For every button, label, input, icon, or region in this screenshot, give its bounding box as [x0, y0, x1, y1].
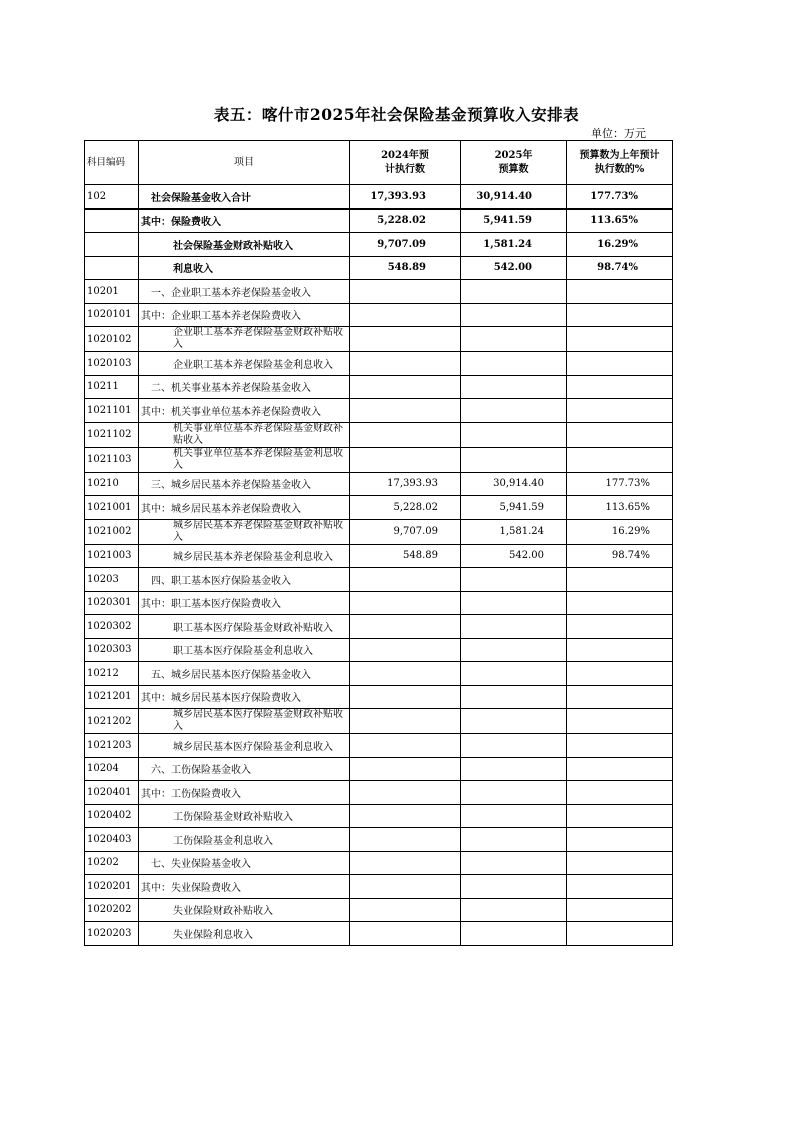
cell-item-name: 五、城乡居民基本医疗保险基金收入	[139, 662, 350, 686]
cell-2025-value	[461, 898, 567, 922]
cell-2025-value	[461, 757, 567, 781]
cell-2025-value	[461, 591, 567, 615]
table-row	[85, 734, 673, 758]
table-row	[85, 875, 673, 899]
cell-code: 1021003	[85, 544, 139, 568]
cell-code: 1021001	[85, 496, 139, 520]
cell-code: 1020401	[85, 781, 139, 805]
cell-pct-value	[567, 303, 673, 327]
cell-2024-value	[350, 804, 461, 828]
table-row	[85, 615, 673, 639]
cell-code	[85, 256, 139, 280]
page-title: 表五：喀什市2025年社会保险基金预算收入安排表	[213, 105, 580, 124]
table-row	[85, 922, 673, 946]
header-2024: 2024年预计执行数	[350, 141, 461, 185]
cell-code: 10201	[85, 280, 139, 304]
cell-2025-value: 5,941.59	[461, 209, 567, 233]
cell-2025-value	[461, 875, 567, 899]
cell-pct-value: 113.65%	[567, 209, 673, 233]
cell-code: 1020101	[85, 303, 139, 327]
cell-2025-value	[461, 662, 567, 686]
cell-2024-value: 9,707.09	[350, 519, 461, 544]
header-row	[85, 141, 673, 185]
cell-item-name: 一、企业职工基本养老保险基金收入	[139, 280, 350, 304]
cell-2025-value	[461, 280, 567, 304]
cell-code: 1020203	[85, 922, 139, 946]
cell-item-name: 工伤保险基金财政补贴收入	[139, 804, 350, 828]
cell-pct-value	[567, 828, 673, 852]
cell-code: 10211	[85, 375, 139, 399]
cell-2024-value	[350, 399, 461, 423]
cell-code: 1021002	[85, 519, 139, 544]
cell-2024-value	[350, 922, 461, 946]
header-2025: 2025年预算数	[461, 141, 567, 185]
cell-pct-value: 16.29%	[567, 233, 673, 257]
table-row	[85, 280, 673, 304]
cell-2024-value	[350, 662, 461, 686]
cell-2025-value	[461, 709, 567, 734]
cell-pct-value	[567, 709, 673, 734]
table-row	[85, 709, 673, 734]
table-row	[85, 233, 673, 257]
cell-2025-value	[461, 399, 567, 423]
cell-code: 102	[85, 185, 139, 209]
cell-pct-value	[567, 685, 673, 709]
cell-2025-value	[461, 638, 567, 662]
header-name: 项目	[139, 141, 350, 185]
cell-item-name: 机关事业单位基本养老保险基金财政补贴收入	[139, 422, 350, 447]
cell-code: 1021203	[85, 734, 139, 758]
cell-item-name: 利息收入	[139, 256, 350, 280]
cell-item-name: 其中：机关事业单位基本养老保险费收入	[139, 399, 350, 423]
cell-pct-value	[567, 447, 673, 472]
header-code: 科目编码	[85, 141, 139, 185]
table-row	[85, 662, 673, 686]
cell-2024-value	[350, 709, 461, 734]
cell-2024-value	[350, 898, 461, 922]
cell-2024-value	[350, 352, 461, 376]
cell-pct-value	[567, 422, 673, 447]
cell-code: 10212	[85, 662, 139, 686]
table-row	[85, 447, 673, 472]
cell-code: 1020202	[85, 898, 139, 922]
cell-2024-value	[350, 375, 461, 399]
cell-code: 1020103	[85, 352, 139, 376]
cell-pct-value	[567, 922, 673, 946]
cell-2024-value: 5,228.02	[350, 209, 461, 233]
cell-code: 1020201	[85, 875, 139, 899]
cell-2025-value	[461, 447, 567, 472]
cell-code: 1021201	[85, 685, 139, 709]
header-pct: 预算数为上年预计执行数的%	[567, 141, 673, 185]
cell-2025-value: 542.00	[461, 256, 567, 280]
cell-item-name: 企业职工基本养老保险基金利息收入	[139, 352, 350, 376]
table-row	[85, 352, 673, 376]
cell-2025-value	[461, 615, 567, 639]
cell-item-name: 六、工伤保险基金收入	[139, 757, 350, 781]
table-row	[85, 804, 673, 828]
cell-2025-value	[461, 851, 567, 875]
cell-2025-value: 1,581.24	[461, 233, 567, 257]
cell-2025-value	[461, 781, 567, 805]
cell-2025-value: 30,914.40	[461, 472, 567, 496]
cell-code: 1020303	[85, 638, 139, 662]
cell-item-name: 其中：工伤保险费收入	[139, 781, 350, 805]
cell-2025-value	[461, 375, 567, 399]
cell-item-name: 失业保险利息收入	[139, 922, 350, 946]
table-row	[85, 375, 673, 399]
cell-code: 1021101	[85, 399, 139, 423]
cell-2024-value	[350, 781, 461, 805]
cell-code: 1021103	[85, 447, 139, 472]
table-row	[85, 327, 673, 352]
cell-item-name: 城乡居民基本养老保险基金财政补贴收入	[139, 519, 350, 544]
cell-2025-value: 1,581.24	[461, 519, 567, 544]
cell-code: 1020301	[85, 591, 139, 615]
cell-2025-value	[461, 922, 567, 946]
cell-pct-value	[567, 568, 673, 592]
table-row	[85, 898, 673, 922]
cell-2024-value	[350, 280, 461, 304]
cell-2024-value	[350, 685, 461, 709]
table-row	[85, 496, 673, 520]
table-row	[85, 591, 673, 615]
cell-item-name: 七、失业保险基金收入	[139, 851, 350, 875]
cell-pct-value	[567, 804, 673, 828]
cell-2024-value	[350, 422, 461, 447]
cell-2024-value	[350, 327, 461, 352]
cell-2025-value	[461, 804, 567, 828]
cell-code	[85, 233, 139, 257]
cell-code: 1020102	[85, 327, 139, 352]
cell-2024-value	[350, 875, 461, 899]
cell-2024-value	[350, 851, 461, 875]
cell-item-name: 企业职工基本养老保险基金财政补贴收入	[139, 327, 350, 352]
cell-pct-value: 16.29%	[567, 519, 673, 544]
cell-item-name: 职工基本医疗保险基金利息收入	[139, 638, 350, 662]
table-body	[85, 185, 673, 946]
cell-2024-value	[350, 734, 461, 758]
cell-pct-value	[567, 591, 673, 615]
cell-pct-value	[567, 734, 673, 758]
cell-2025-value	[461, 568, 567, 592]
cell-item-name: 其中：职工基本医疗保险费收入	[139, 591, 350, 615]
cell-code: 10210	[85, 472, 139, 496]
table-row	[85, 828, 673, 852]
cell-pct-value	[567, 327, 673, 352]
cell-item-name: 工伤保险基金利息收入	[139, 828, 350, 852]
cell-item-name: 三、城乡居民基本养老保险基金收入	[139, 472, 350, 496]
cell-pct-value	[567, 375, 673, 399]
cell-pct-value: 113.65%	[567, 496, 673, 520]
cell-pct-value: 98.74%	[567, 256, 673, 280]
cell-code: 1020402	[85, 804, 139, 828]
cell-item-name: 城乡居民基本养老保险基金利息收入	[139, 544, 350, 568]
cell-2024-value: 9,707.09	[350, 233, 461, 257]
table-row	[85, 781, 673, 805]
cell-item-name: 城乡居民基本医疗保险基金利息收入	[139, 734, 350, 758]
cell-2025-value	[461, 734, 567, 758]
cell-item-name: 其中：失业保险费收入	[139, 875, 350, 899]
table-row	[85, 256, 673, 280]
cell-2024-value	[350, 828, 461, 852]
table-row	[85, 638, 673, 662]
cell-2024-value	[350, 303, 461, 327]
cell-2025-value	[461, 685, 567, 709]
cell-item-name: 其中：城乡居民基本养老保险费收入	[139, 496, 350, 520]
cell-item-name: 四、职工基本医疗保险基金收入	[139, 568, 350, 592]
cell-code: 10203	[85, 568, 139, 592]
cell-2024-value	[350, 591, 461, 615]
table-row	[85, 185, 673, 209]
cell-item-name: 其中：企业职工基本养老保险费收入	[139, 303, 350, 327]
cell-item-name: 城乡居民基本医疗保险基金财政补贴收入	[139, 709, 350, 734]
cell-code: 1021202	[85, 709, 139, 734]
table-row	[85, 422, 673, 447]
cell-item-name: 职工基本医疗保险基金财政补贴收入	[139, 615, 350, 639]
cell-2025-value	[461, 303, 567, 327]
cell-2025-value: 5,941.59	[461, 496, 567, 520]
table-row	[85, 519, 673, 544]
cell-item-name: 二、机关事业基本养老保险基金收入	[139, 375, 350, 399]
table-row	[85, 303, 673, 327]
cell-code: 10204	[85, 757, 139, 781]
cell-2024-value: 548.89	[350, 544, 461, 568]
table-row	[85, 544, 673, 568]
cell-code: 1020302	[85, 615, 139, 639]
cell-pct-value: 98.74%	[567, 544, 673, 568]
cell-2024-value: 548.89	[350, 256, 461, 280]
cell-pct-value	[567, 280, 673, 304]
cell-2024-value: 17,393.93	[350, 185, 461, 209]
table-row	[85, 757, 673, 781]
cell-pct-value	[567, 757, 673, 781]
cell-2024-value	[350, 757, 461, 781]
cell-code: 1021102	[85, 422, 139, 447]
cell-2024-value	[350, 615, 461, 639]
cell-pct-value	[567, 399, 673, 423]
cell-pct-value: 177.73%	[567, 472, 673, 496]
table-row	[85, 685, 673, 709]
cell-2025-value	[461, 352, 567, 376]
cell-2024-value: 17,393.93	[350, 472, 461, 496]
table-row	[85, 568, 673, 592]
cell-pct-value	[567, 851, 673, 875]
cell-pct-value: 177.73%	[567, 185, 673, 209]
cell-2024-value	[350, 568, 461, 592]
cell-2024-value	[350, 447, 461, 472]
cell-code: 10202	[85, 851, 139, 875]
cell-2024-value	[350, 638, 461, 662]
budget-table	[84, 140, 673, 946]
cell-item-name: 失业保险财政补贴收入	[139, 898, 350, 922]
cell-pct-value	[567, 662, 673, 686]
cell-2025-value: 30,914.40	[461, 185, 567, 209]
table-row	[85, 209, 673, 233]
cell-pct-value	[567, 781, 673, 805]
table-row	[85, 472, 673, 496]
cell-code: 1020403	[85, 828, 139, 852]
cell-code	[85, 209, 139, 233]
cell-item-name: 社会保险基金收入合计	[139, 185, 350, 209]
cell-item-name: 其中：保险费收入	[139, 209, 350, 233]
cell-pct-value	[567, 615, 673, 639]
cell-item-name: 机关事业单位基本养老保险基金利息收入	[139, 447, 350, 472]
cell-pct-value	[567, 638, 673, 662]
cell-pct-value	[567, 875, 673, 899]
cell-2024-value: 5,228.02	[350, 496, 461, 520]
cell-pct-value	[567, 898, 673, 922]
cell-item-name: 社会保险基金财政补贴收入	[139, 233, 350, 257]
table-row	[85, 399, 673, 423]
cell-2025-value: 542.00	[461, 544, 567, 568]
cell-2025-value	[461, 828, 567, 852]
table-row	[85, 851, 673, 875]
unit-label: 单位：万元	[591, 127, 646, 140]
cell-item-name: 其中：城乡居民基本医疗保险费收入	[139, 685, 350, 709]
cell-pct-value	[567, 352, 673, 376]
cell-2025-value	[461, 422, 567, 447]
cell-2025-value	[461, 327, 567, 352]
